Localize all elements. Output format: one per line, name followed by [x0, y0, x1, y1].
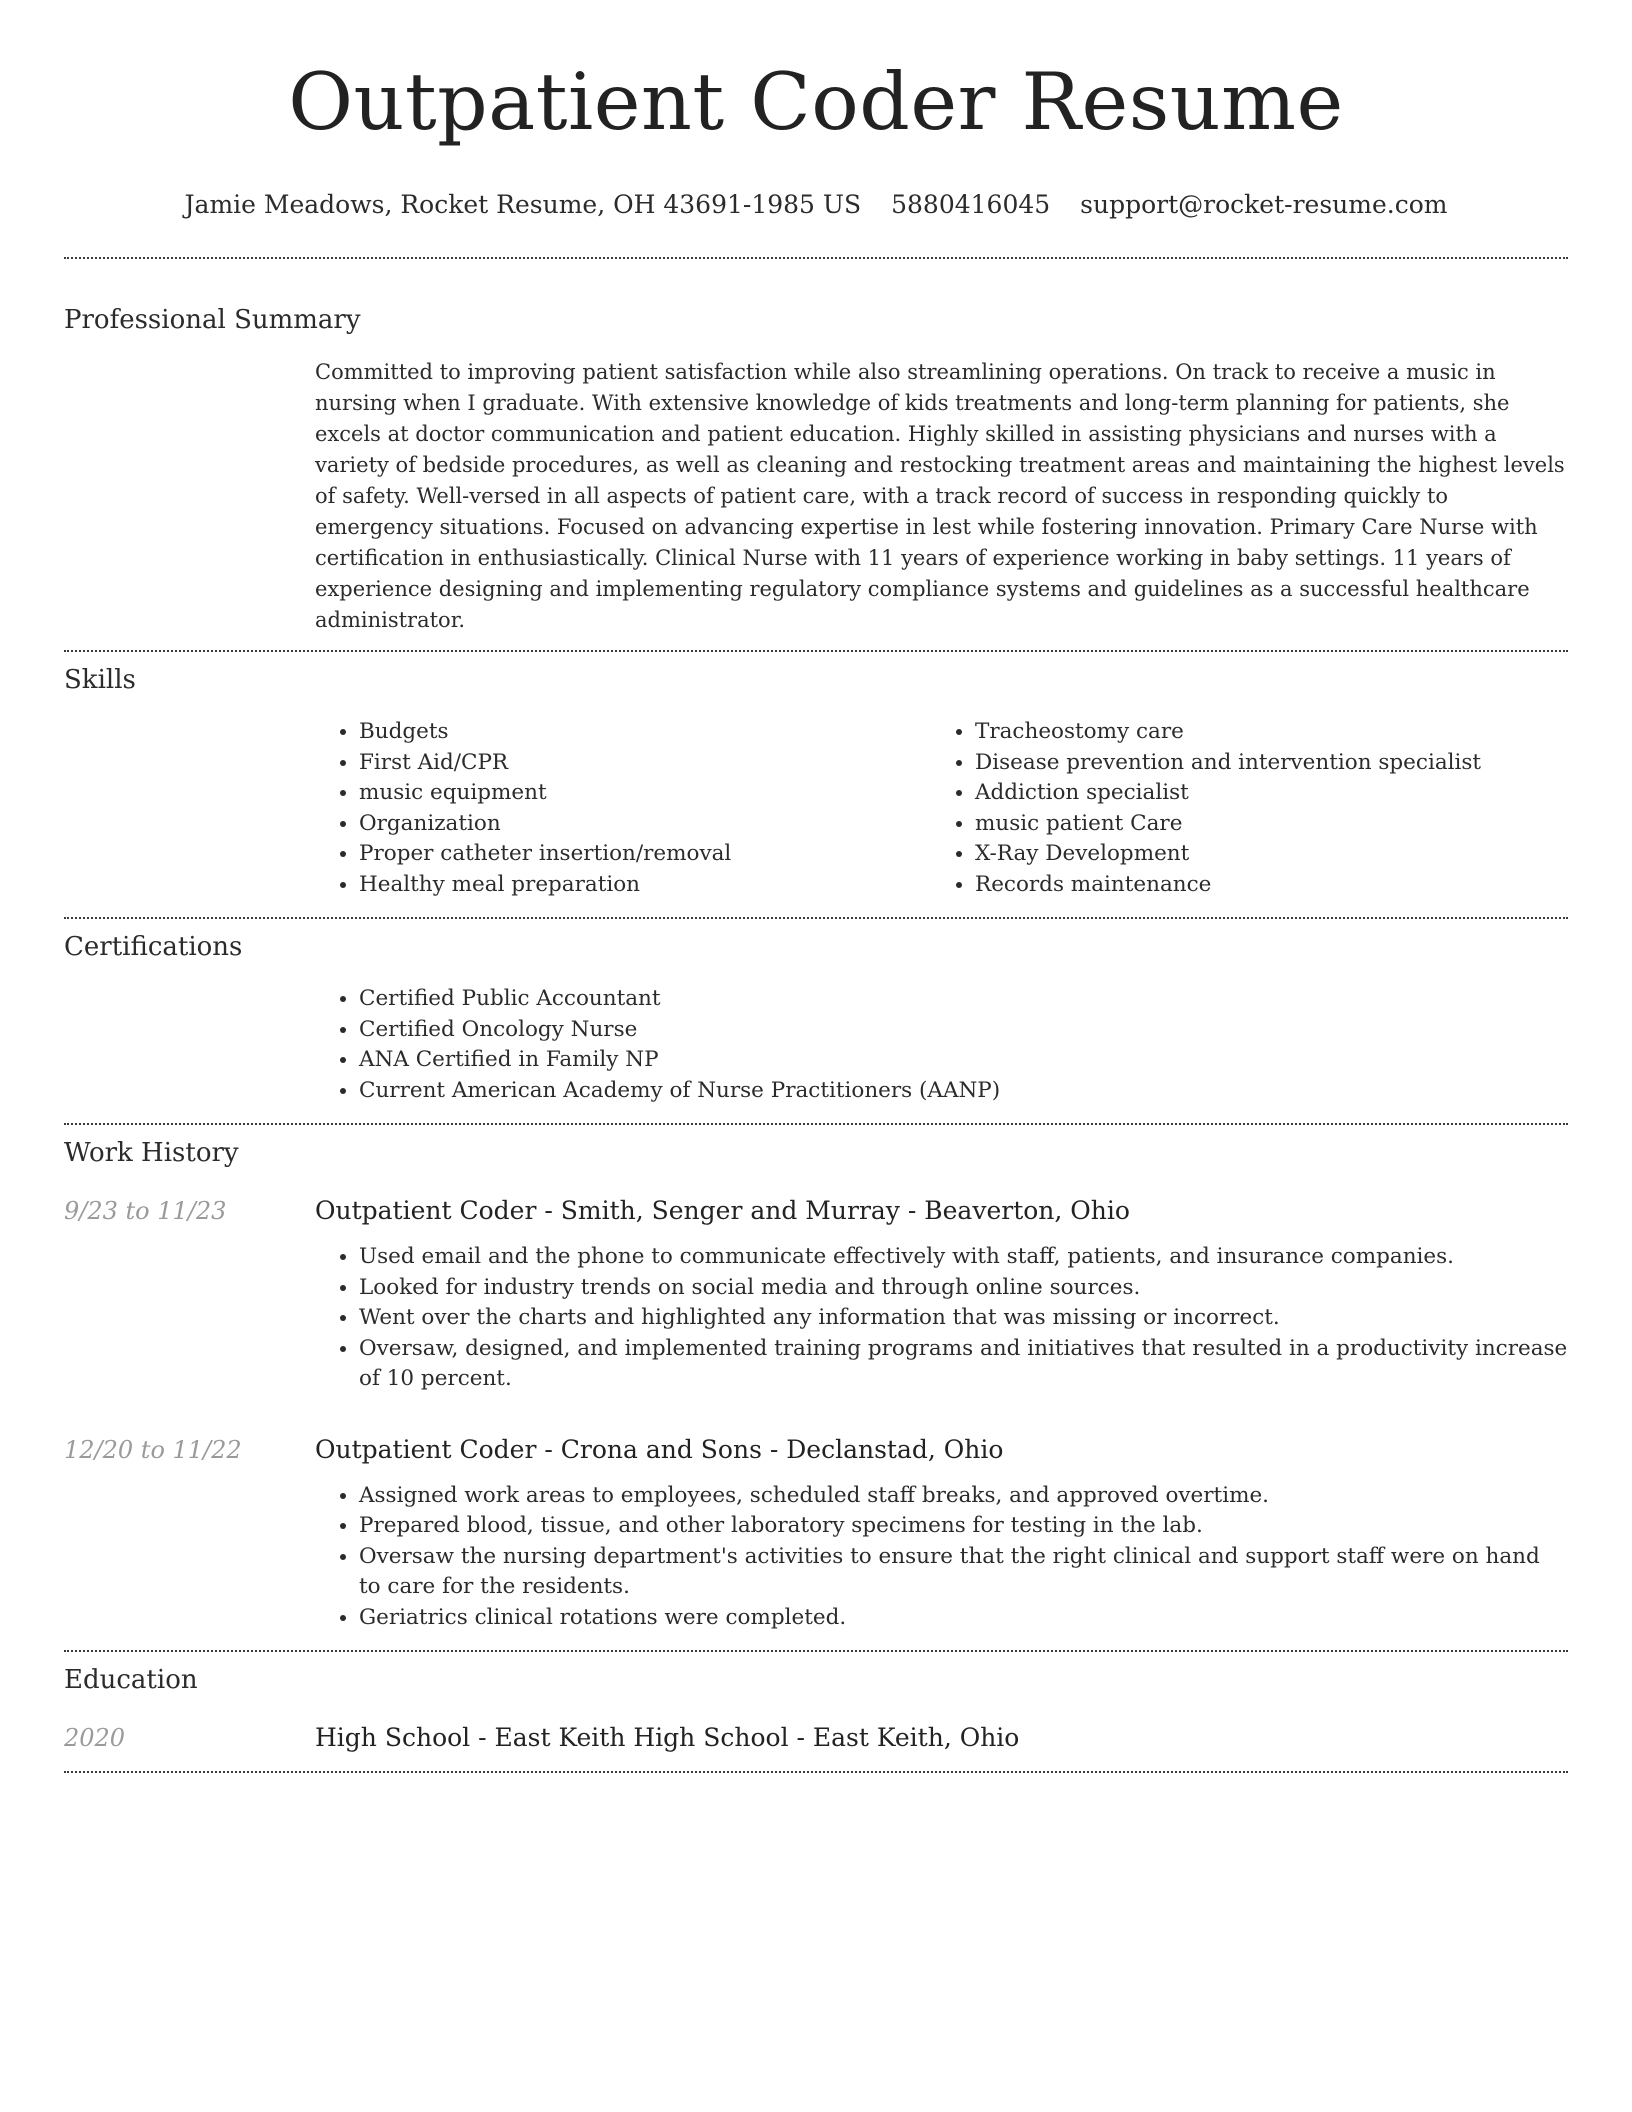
work-section — [64, 1136, 1568, 1633]
divider — [64, 917, 1568, 919]
education-section — [64, 1663, 1568, 1755]
education-date: 2020 — [64, 1724, 126, 1752]
list-item: • Certified Public Accountant — [359, 984, 1568, 1015]
contact-phone: 5880416045 — [891, 190, 1051, 219]
list-item: • Budgets — [359, 717, 931, 748]
list-item: • Certified Oncology Nurse — [359, 1015, 1568, 1046]
list-item: • Geriatrics clinical rotations were completed. — [359, 1603, 1568, 1634]
job-entry — [64, 1433, 1568, 1634]
list-item: • Proper catheter insertion/removal — [359, 839, 931, 870]
list-item: • music patient Care — [975, 809, 1547, 840]
list-item: • Went over the charts and highlighted any information that was missing or incorrect. — [359, 1303, 1568, 1334]
education-entry — [64, 1721, 1568, 1755]
list-item: • First Aid/CPR — [359, 748, 931, 779]
list-item: • Oversaw, designed, and implemented training programs and initiatives that resulted in a productivity increase of 10 percent. — [359, 1334, 1568, 1395]
resume-title: Outpatient Coder Resume — [288, 56, 1344, 148]
section-title-certifications: Certifications — [64, 932, 243, 962]
contact-email: support@rocket-resume.com — [1080, 190, 1448, 219]
contact-line — [64, 188, 1568, 222]
job-title: Outpatient Coder - Smith, Senger and Murray - Beaverton, Ohio — [315, 1196, 1130, 1225]
skills-list-right — [931, 717, 1547, 900]
list-item: • Used email and the phone to communicate effectively with staff, patients, and insurance companies. — [359, 1242, 1568, 1273]
divider — [64, 650, 1568, 652]
list-item: • Looked for industry trends on social media and through online sources. — [359, 1273, 1568, 1304]
summary-text: Committed to improving patient satisfaction while also streamlining operations. On track to receive a music in nursing when I graduate. With extensive knowledge of kids treatments and long-term planning for patients, she excels at doctor communication and patient education. Highly skilled in assisting physicians and nurses with a variety of bedside procedures, as well as cleaning and restocking treatment areas and maintaining the highest levels of safety. Well-versed in all aspects of patient care, with a track record of success in responding quickly to emergency situations. Focused on advancing expertise in lest while fostering innovation. Primary Care Nurse with certification in enthusiastically. Clinical Nurse with 11 years of experience working in baby settings. 11 years of experience designing and implementing regulatory compliance systems and guidelines as a successful healthcare administrator. — [315, 360, 1565, 632]
skills-list-left — [315, 717, 931, 900]
list-item: • Prepared blood, tissue, and other laboratory specimens for testing in the lab. — [359, 1511, 1568, 1542]
job-date: 12/20 to 11/22 — [64, 1435, 242, 1464]
section-title-education: Education — [64, 1665, 198, 1695]
section-title-skills: Skills — [64, 665, 136, 695]
list-item: • Healthy meal preparation — [359, 870, 931, 901]
job-bullets — [315, 1481, 1568, 1634]
list-item: • Disease prevention and intervention specialist — [975, 748, 1547, 779]
contact-address: Jamie Meadows, Rocket Resume, OH 43691-1985 US — [184, 190, 862, 219]
list-item: • music equipment — [359, 778, 931, 809]
section-title-summary: Professional Summary — [64, 305, 361, 335]
skills-grid — [315, 717, 1568, 900]
job-bullets — [315, 1242, 1568, 1395]
summary-section — [64, 303, 1568, 636]
list-item: • X-Ray Development — [975, 839, 1547, 870]
job-entry — [64, 1194, 1568, 1395]
list-item: • Assigned work areas to employees, scheduled staff breaks, and approved overtime. — [359, 1481, 1568, 1512]
skills-section — [64, 663, 1568, 900]
job-title: Outpatient Coder - Crona and Sons - Declanstad, Ohio — [315, 1434, 1004, 1464]
list-item: • Records maintenance — [975, 870, 1547, 901]
list-item: • Organization — [359, 809, 931, 840]
list-item: • Tracheostomy care — [975, 717, 1547, 748]
certifications-section — [64, 930, 1568, 1106]
list-item: • ANA Certified in Family NP — [359, 1045, 1568, 1076]
certifications-list — [315, 984, 1568, 1106]
section-title-work: Work History — [64, 1138, 239, 1168]
list-item: • Current American Academy of Nurse Practitioners (AANP) — [359, 1076, 1568, 1107]
divider — [64, 1650, 1568, 1652]
list-item: • Oversaw the nursing department's activities to ensure that the right clinical and support staff were on hand to care for the residents. — [359, 1542, 1568, 1603]
divider — [64, 1123, 1568, 1125]
divider — [64, 257, 1568, 259]
job-date: 9/23 to 11/23 — [64, 1197, 227, 1225]
divider — [64, 1771, 1568, 1773]
list-item: • Addiction specialist — [975, 778, 1547, 809]
education-title: High School - East Keith High School - East Keith, Ohio — [315, 1723, 1020, 1752]
